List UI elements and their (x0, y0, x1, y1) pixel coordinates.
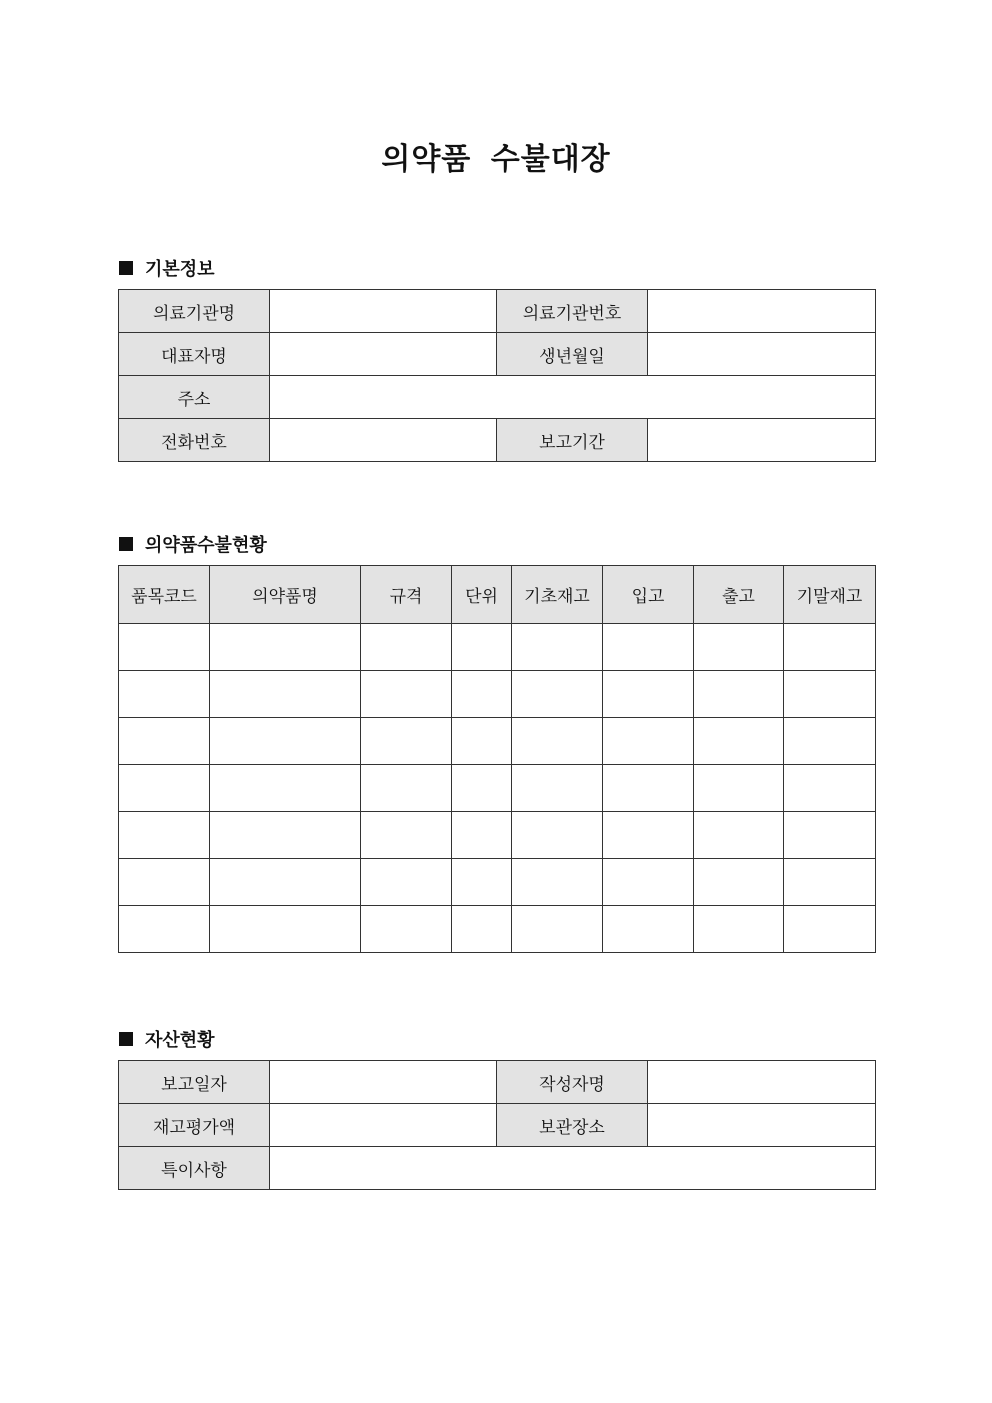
table-row (119, 1147, 876, 1190)
field-birth-date[interactable] (648, 333, 876, 376)
table-row (119, 718, 876, 765)
section-heading-assets-label: 자산현황 (145, 1030, 215, 1051)
label-address: 주소 (119, 376, 270, 419)
table-cell[interactable] (361, 624, 452, 671)
table-cell[interactable] (361, 906, 452, 953)
basic-info-table (118, 289, 876, 462)
label-report-period: 보고기간 (497, 419, 648, 462)
table-cell[interactable] (210, 859, 361, 906)
table-row (119, 290, 876, 333)
table-cell[interactable] (512, 812, 603, 859)
table-cell[interactable] (603, 671, 694, 718)
table-cell[interactable] (119, 765, 210, 812)
square-bullet-icon (119, 537, 133, 551)
document-title: 의약품 수불대장 (381, 142, 611, 177)
table-cell[interactable] (694, 906, 784, 953)
table-row (119, 1104, 876, 1147)
table-cell[interactable] (603, 859, 694, 906)
table-row (119, 859, 876, 906)
square-bullet-icon (119, 261, 133, 275)
label-valuation: 재고평가액 (119, 1104, 270, 1147)
column-header-spec: 규격 (361, 566, 452, 624)
table-row (119, 812, 876, 859)
label-remarks: 특이사항 (119, 1147, 270, 1190)
field-institution-number[interactable] (648, 290, 876, 333)
label-storage: 보관장소 (497, 1104, 648, 1147)
table-cell[interactable] (512, 624, 603, 671)
table-cell[interactable] (119, 624, 210, 671)
table-row (119, 333, 876, 376)
label-phone: 전화번호 (119, 419, 270, 462)
label-birth-date: 생년월일 (497, 333, 648, 376)
table-cell[interactable] (119, 859, 210, 906)
table-cell[interactable] (452, 812, 512, 859)
table-cell[interactable] (361, 765, 452, 812)
table-row (119, 376, 876, 419)
label-author: 작성자명 (497, 1061, 648, 1104)
table-cell[interactable] (784, 859, 876, 906)
table-cell[interactable] (119, 718, 210, 765)
section-heading-basic (119, 255, 215, 281)
table-cell[interactable] (119, 671, 210, 718)
column-header-item-code: 품목코드 (119, 566, 210, 624)
table-cell[interactable] (452, 906, 512, 953)
table-cell[interactable] (784, 765, 876, 812)
table-row (119, 765, 876, 812)
table-cell[interactable] (210, 812, 361, 859)
table-cell[interactable] (210, 765, 361, 812)
table-cell[interactable] (210, 624, 361, 671)
field-author[interactable] (648, 1061, 876, 1104)
column-header-issued: 출고 (694, 566, 784, 624)
field-representative[interactable] (270, 333, 497, 376)
table-cell[interactable] (784, 812, 876, 859)
table-cell[interactable] (452, 859, 512, 906)
table-header-row (119, 566, 876, 624)
table-row (119, 624, 876, 671)
table-cell[interactable] (512, 765, 603, 812)
table-row (119, 419, 876, 462)
table-cell[interactable] (694, 859, 784, 906)
table-cell[interactable] (361, 812, 452, 859)
label-report-date: 보고일자 (119, 1061, 270, 1104)
table-cell[interactable] (512, 906, 603, 953)
table-cell[interactable] (452, 765, 512, 812)
section-heading-inventory-label: 의약품수불현황 (145, 535, 267, 556)
field-remarks[interactable] (270, 1147, 876, 1190)
table-cell[interactable] (361, 671, 452, 718)
inventory-table (118, 565, 876, 953)
table-cell[interactable] (784, 671, 876, 718)
table-cell[interactable] (210, 906, 361, 953)
label-institution-number: 의료기관번호 (497, 290, 648, 333)
column-header-closing-stock: 기말재고 (784, 566, 876, 624)
column-header-received: 입고 (603, 566, 694, 624)
table-cell[interactable] (603, 812, 694, 859)
section-heading-basic-label: 기본정보 (145, 259, 215, 280)
field-report-period[interactable] (648, 419, 876, 462)
table-row (119, 906, 876, 953)
table-cell[interactable] (452, 624, 512, 671)
square-bullet-icon (119, 1032, 133, 1046)
label-institution-name: 의료기관명 (119, 290, 270, 333)
section-heading-inventory (119, 531, 267, 557)
table-cell[interactable] (694, 765, 784, 812)
table-cell[interactable] (694, 812, 784, 859)
table-cell[interactable] (119, 812, 210, 859)
field-institution-name[interactable] (270, 290, 497, 333)
label-representative: 대표자명 (119, 333, 270, 376)
field-valuation[interactable] (270, 1104, 497, 1147)
assets-table (118, 1060, 876, 1190)
table-cell[interactable] (512, 671, 603, 718)
section-heading-assets (119, 1026, 215, 1052)
table-cell[interactable] (210, 671, 361, 718)
table-cell[interactable] (694, 718, 784, 765)
table-cell[interactable] (452, 718, 512, 765)
table-row (119, 1061, 876, 1104)
table-cell[interactable] (210, 718, 361, 765)
table-cell[interactable] (119, 906, 210, 953)
table-cell[interactable] (512, 859, 603, 906)
field-phone[interactable] (270, 419, 497, 462)
table-row (119, 671, 876, 718)
table-cell[interactable] (361, 718, 452, 765)
table-cell[interactable] (603, 765, 694, 812)
table-cell[interactable] (361, 859, 452, 906)
table-cell[interactable] (452, 671, 512, 718)
column-header-drug-name: 의약품명 (210, 566, 361, 624)
field-storage[interactable] (648, 1104, 876, 1147)
field-address[interactable] (270, 376, 876, 419)
column-header-opening-stock: 기초재고 (512, 566, 603, 624)
table-cell[interactable] (694, 624, 784, 671)
table-cell[interactable] (784, 718, 876, 765)
table-cell[interactable] (784, 624, 876, 671)
table-cell[interactable] (512, 718, 603, 765)
table-cell[interactable] (694, 671, 784, 718)
table-cell[interactable] (784, 906, 876, 953)
column-header-unit: 단위 (452, 566, 512, 624)
table-cell[interactable] (603, 718, 694, 765)
table-cell[interactable] (603, 906, 694, 953)
field-report-date[interactable] (270, 1061, 497, 1104)
table-cell[interactable] (603, 624, 694, 671)
